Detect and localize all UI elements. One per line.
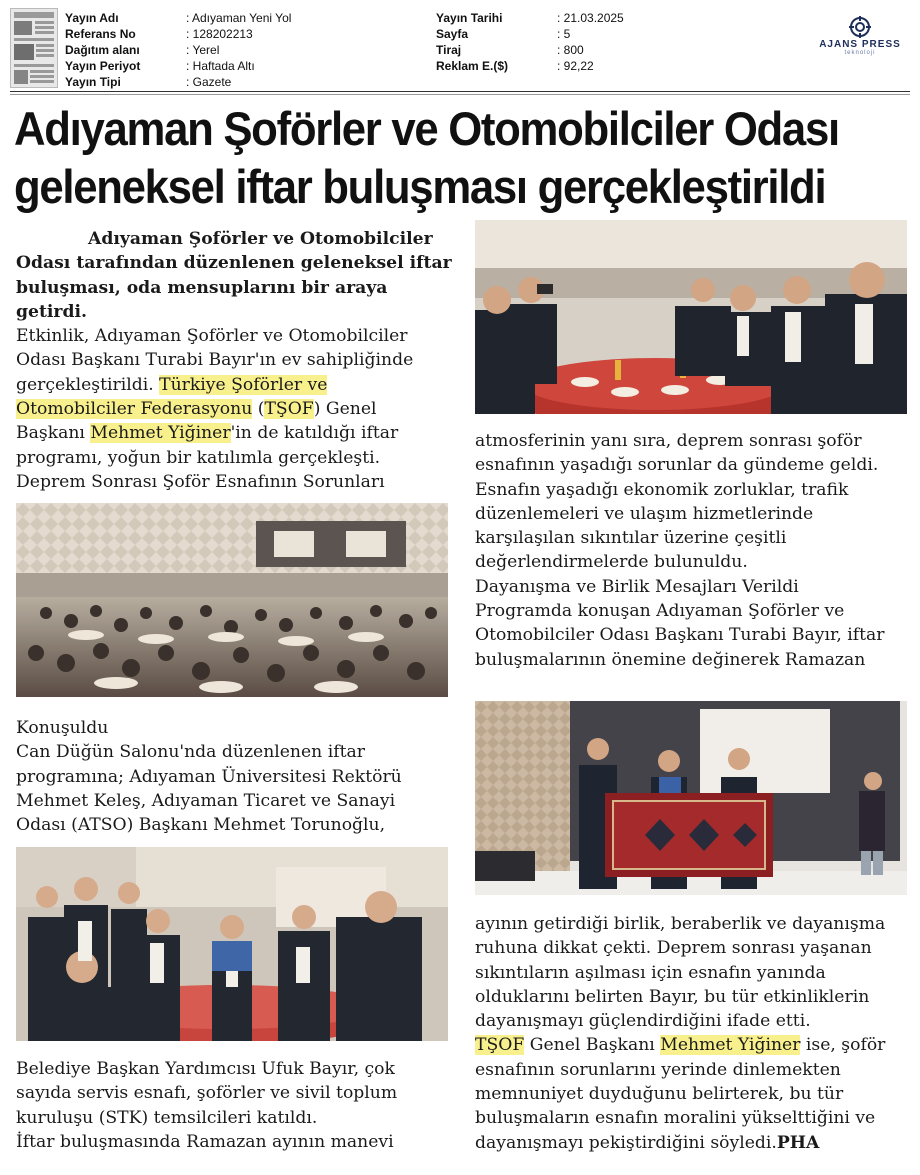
publication-info-left [65, 10, 405, 90]
field-publication-type: Yayın Tipi : Gazete [65, 75, 232, 89]
page-thumbnail[interactable] [10, 8, 58, 88]
subhead-2: Konuşuldu [16, 718, 109, 738]
field-page: Sayfa : 5 [436, 27, 571, 41]
photo-hall-image [16, 503, 448, 697]
paragraph-6: TŞOF Genel Başkanı Mehmet Yiğiner ise, şoför esnafının sorunlarını yerinde dinlemekten memnuniyet duyduğunu belirterek, bu tür buluşmaların esnafın moralini yükselttiğini ve dayanışmayı pekiştirdiğini söyledi.PHA [475, 1035, 886, 1153]
highlight-tsof-2: TŞOF [475, 1035, 525, 1056]
highlight-federation: Türkiye Şoförler ve Otomobilciler Federasyonu [16, 374, 328, 420]
field-reference-no: Referans No : 128202213 [65, 27, 253, 41]
photo-carpet-presentation[interactable] [475, 701, 907, 895]
article-lead: Adıyaman Şoförler ve Otomobilciler Odası tarafından düzenlenen geleneksel iftar buluşması, oda mensuplarını bir araya getirdi. [16, 229, 452, 322]
photo-iftar-hall-crowd[interactable] [16, 503, 448, 697]
subhead-1: Deprem Sonrası Şoför Esnafının Sorunları [16, 471, 385, 492]
paragraph-5: ayının getirdiği birlik, beraberlik ve dayanışma ruhuna dikkat çekti. Deprem sonrası yaşanan sıkıntıların aşılması için esnafın yanında olduklarını belirten Bayır, bu tür etkinliklerin dayanışmayı güçlendirdiğini ifade etti. [475, 914, 886, 1032]
publication-info-right [436, 10, 686, 74]
paragraph-4: atmosferinin yanı sıra, deprem sonrası şoför esnafının yaşadığı sorunlar da gündeme geldi. Esnafın yaşadığı ekonomik zorluklar, trafik düzenlemeleri ve ulaşım hizmetlerinde karşılaşılan sıkıntılar üzerine çeşitli değerlendirmelerde bulunuldu. Dayanışma ve Birlik Mesajları Verildi Programda konuşan Adıyaman Şoförler ve Otomobilciler Odası Başkanı Turabi Bayır, iftar buluşmalarının önemine değinerek Ramazan [475, 431, 885, 670]
article-headline [14, 100, 847, 216]
photo-guests-image [475, 220, 907, 414]
photo-officials-table[interactable] [16, 847, 448, 1041]
logo-mark-icon [849, 16, 871, 38]
field-publication-name: Yayın Adı : Adıyaman Yeni Yol [65, 11, 292, 25]
highlight-mehmet-yiginer-2: Mehmet Yiğiner [660, 1035, 801, 1056]
ajans-press-logo [808, 16, 912, 60]
photo-guests-at-table[interactable] [475, 220, 907, 414]
clipping-header [0, 0, 920, 92]
field-publication-period: Yayın Periyot : Haftada Altı [65, 59, 255, 73]
header-divider-secondary [10, 94, 910, 95]
agency-credit: PHA [776, 1132, 820, 1153]
field-ad-equivalent: Reklam E.($) : 92,22 [436, 59, 594, 73]
paragraph-3: Belediye Başkan Yardımcısı Ufuk Bayır, çok sayıda servis esnafı, şoförler ve sivil toplum kuruluşu (STK) temsilcileri katıldı. İftar buluşmasında Ramazan ayının manevi [16, 1059, 398, 1152]
subhead-3: Dayanışma ve Birlik Mesajları Verildi [475, 576, 799, 597]
headline-line-1: Adıyaman Şoförler ve Otomobilciler Odası [14, 102, 839, 155]
header-divider [10, 91, 910, 92]
paragraph-1: Etkinlik, Adıyaman Şoförler ve Otomobilciler Odası Başkanı Turabi Bayır'ın ev sahipliğinde gerçekleştirildi. Türkiye Şoförler ve Otomobilciler Federasyonu (TŞOF) Genel Başkanı Mehmet Yiğiner'in de katıldığı iftar programı, yoğun bir katılımla gerçekleşti. [16, 326, 414, 468]
logo-brand-text: AJANS PRESS [819, 39, 901, 50]
right-column-bottom [475, 912, 915, 1155]
right-column-top [475, 429, 911, 672]
paragraph-2: Can Düğün Salonu'nda düzenlenen iftar programına; Adıyaman Üniversitesi Rektörü Mehmet Keleş, Adıyaman Ticaret ve Sanayi Odası (ATSO) Başkanı Mehmet Torunoğlu, [16, 742, 402, 836]
field-distribution-area: Dağıtım alanı : Yerel [65, 43, 220, 57]
field-publication-date: Yayın Tarihi : 21.03.2025 [436, 11, 624, 25]
highlight-mehmet-yiginer: Mehmet Yiğiner [90, 423, 231, 444]
photo-carpet-image [475, 701, 907, 895]
logo-tagline: teknoloji [844, 50, 876, 56]
left-column-top [16, 227, 452, 494]
field-circulation: Tiraj : 800 [436, 43, 584, 57]
left-column-bottom [16, 1057, 452, 1154]
highlight-tsof: TŞOF [264, 399, 314, 420]
headline-line-2: geleneksel iftar buluşması gerçekleştirildi [14, 160, 826, 213]
photo-officials-image [16, 847, 448, 1041]
left-column-middle [16, 716, 452, 837]
